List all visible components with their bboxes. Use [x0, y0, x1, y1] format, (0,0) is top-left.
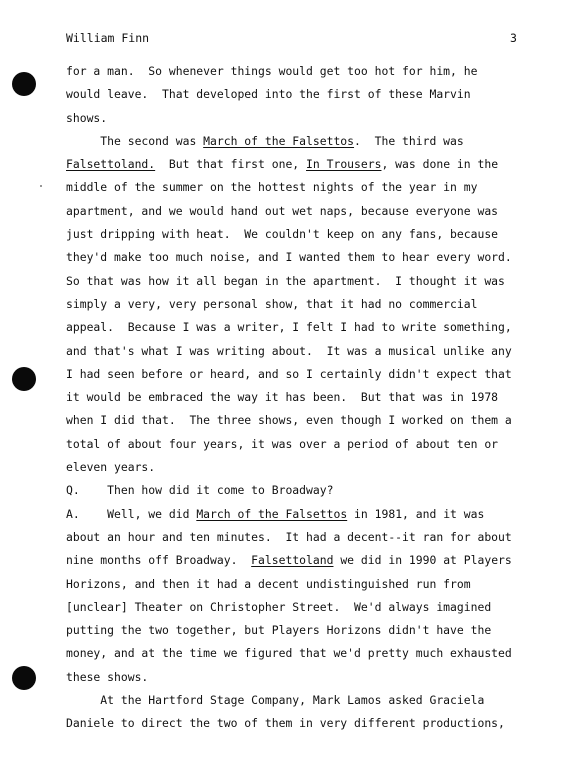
text-span: At the Hartford Stage Company, Mark Lamos asked Graciela [66, 693, 485, 708]
text-line [66, 223, 536, 246]
text-span: shows. [66, 110, 108, 125]
punch-hole [12, 72, 36, 96]
text-span: Q. Then how did it come to Broadway? [66, 483, 334, 498]
text-line [66, 200, 536, 223]
text-span: apartment, and we would hand out wet naps, because everyone was [66, 203, 499, 218]
text-line [66, 270, 536, 293]
text-span: they'd make too much noise, and I wanted them to hear every word. [66, 250, 512, 265]
text-line [66, 712, 536, 735]
text-span: and that's what I was writing about. It was a musical unlike any [66, 343, 512, 358]
text-line [66, 666, 536, 689]
text-line [66, 107, 536, 130]
text-line [66, 176, 536, 199]
text-span: these shows. [66, 669, 149, 684]
text-span: money, and at the time we figured that we'd pretty much exhausted [66, 646, 512, 661]
text-span: But that first one, [155, 157, 307, 172]
page-number: 3 [510, 31, 517, 45]
text-span: simply a very, very personal show, that it had no commercial [66, 296, 478, 311]
text-span: eleven years. [66, 460, 156, 475]
underlined-title: March of the Falsettos [203, 133, 355, 148]
text-line [66, 293, 536, 316]
text-span: So that was how it all began in the apartment. I thought it was [66, 273, 505, 288]
text-line [66, 433, 536, 456]
text-span: nine months off Broadway. [66, 553, 252, 568]
text-span: . The third was [354, 133, 464, 148]
underlined-title: Falsettoland [251, 553, 334, 568]
running-header-author: William Finn [66, 31, 150, 45]
text-line [66, 456, 536, 479]
text-span: [unclear] Theater on Christopher Street. We'd always imagined [66, 599, 492, 614]
text-span: I had seen before or heard, and so I certainly didn't expect that [66, 366, 512, 381]
text-span: about an hour and ten minutes. It had a decent--it ran for about [66, 529, 512, 544]
text-line [66, 60, 536, 83]
text-span: when I did that. The three shows, even though I worked on them a [66, 413, 512, 428]
text-line [66, 503, 536, 526]
text-span: Horizons, and then it had a decent undistinguished run from [66, 576, 471, 591]
text-span: in 1981, and it was [347, 506, 485, 521]
text-line [66, 130, 536, 153]
text-line [66, 363, 536, 386]
text-span: Daniele to direct the two of them in very different productions, [66, 716, 505, 731]
punch-hole [12, 666, 36, 690]
text-span: for a man. So whenever things would get too hot for him, he [66, 64, 478, 78]
text-line [66, 573, 536, 596]
text-line [66, 153, 536, 176]
text-line [66, 386, 536, 409]
underlined-title: Falsettoland. [66, 157, 156, 172]
text-span: , was done in the [381, 157, 499, 172]
text-line [66, 619, 536, 642]
text-line [66, 316, 536, 339]
text-span: would leave. That developed into the first of these Marvin [66, 87, 471, 102]
text-span: we did in 1990 at Players [333, 553, 512, 568]
punch-hole [12, 367, 36, 391]
text-line [66, 83, 536, 106]
text-line [66, 689, 536, 712]
text-span: appeal. Because I was a writer, I felt I had to write something, [66, 320, 512, 335]
text-span: A. Well, we did [66, 506, 197, 521]
text-span: just dripping with heat. We couldn't keep on any fans, because [66, 227, 499, 242]
text-span: middle of the summer on the hottest nights of the year in my [66, 180, 478, 195]
text-span: it would be embraced the way it has been. But that was in 1978 [66, 390, 499, 405]
text-span: total of about four years, it was over a period of about ten or [66, 436, 499, 451]
text-line [66, 526, 536, 549]
text-line [66, 409, 536, 432]
scan-speck [40, 185, 42, 187]
text-span: The second was [66, 133, 204, 148]
text-line [66, 340, 536, 363]
text-line [66, 549, 536, 572]
transcript-body [66, 60, 536, 736]
underlined-title: In Trousers [306, 157, 382, 172]
text-line [66, 596, 536, 619]
text-span: putting the two together, but Players Horizons didn't have the [66, 623, 492, 638]
text-line [66, 642, 536, 665]
underlined-title: March of the Falsettos [196, 506, 348, 521]
text-line [66, 246, 536, 269]
text-line [66, 479, 536, 502]
